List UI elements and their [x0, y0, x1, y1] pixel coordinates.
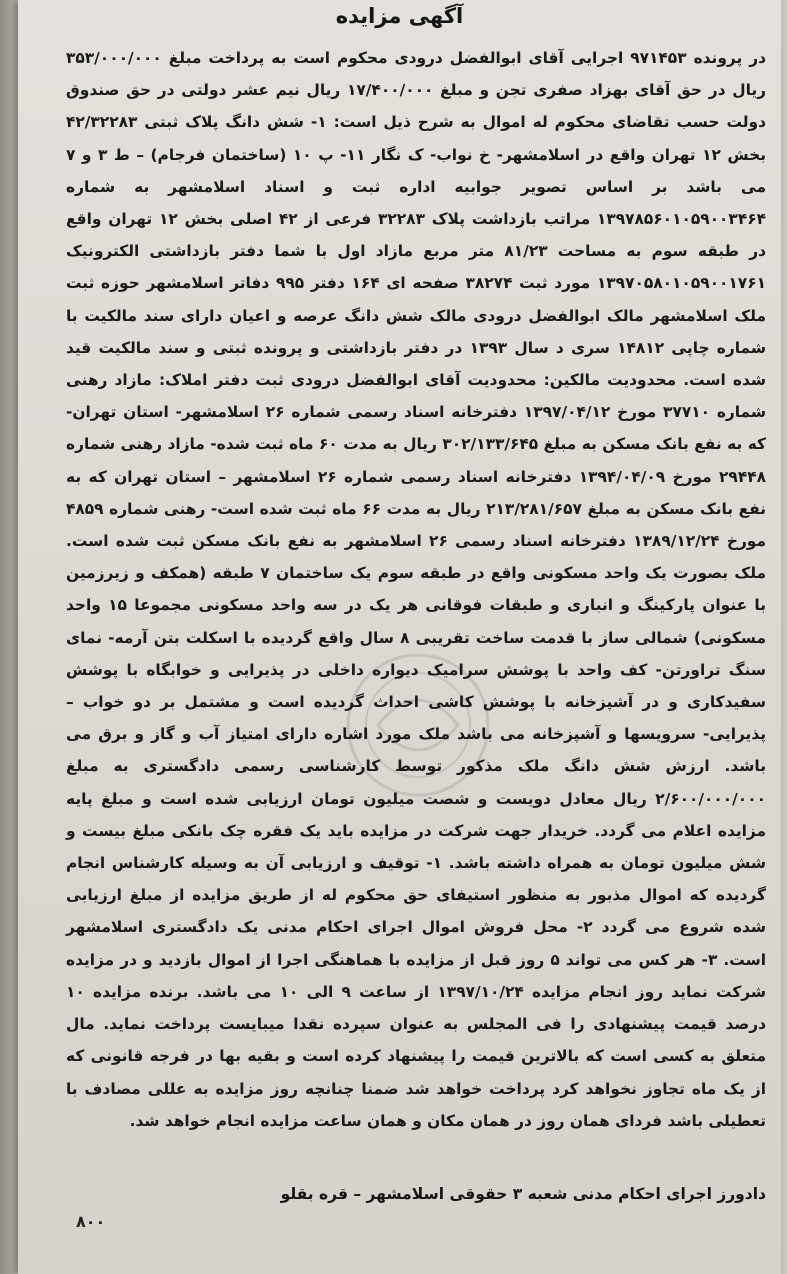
page-edge-shadow — [0, 0, 18, 1274]
notice-title: آگهی مزایده — [335, 4, 464, 28]
notice-body — [66, 42, 766, 1137]
newspaper-clipping — [18, 0, 781, 1274]
notice-paragraph: در پرونده ۹۷۱۴۵۳ اجرایی آقای ابوالفضل درودی محکوم است به پرداخت مبلغ ۳۵۳/۰۰۰/۰۰۰ ریال در حق آقای بهزاد صفری تجن و مبلغ ۱۷/۴۰۰/۰۰۰ ریال نیم عشر دولتی در حق صندوق دولت حسب تقاضای محکوم له اموال به شرح ذیل است: ۱- شش دانگ پلاک ثبتی ۴۲/۳۲۲۸۳ بخش ۱۲ تهران واقع در اسلامشهر- خ نواب- ک نگار ۱۱- پ ۱۰ (ساختمان فرجام) – ط ۳ و ۷ می باشد بر اساس تصویر جوابیه اداره ثبت و اسناد اسلامشهر به شماره ۱۳۹۷۸۵۶۰۱۰۵۹۰۰۳۴۶۴ مراتب بازداشت پلاک ۳۲۲۸۳ فرعی از ۴۲ اصلی بخش ۱۲ تهران واقع در طبقه سوم به مساحت ۸۱/۲۳ متر مربع مازاد اول با شما دفتر بازداشتی الکترونیک ۱۳۹۷۰۵۸۰۱۰۵۹۰۰۱۷۶۱ مورد ثبت ۳۸۲۷۴ صفحه ای ۱۶۴ دفتر ۹۹۵ دفاتر اسلامشهر حوزه ثبت ملک اسلامشهر مالک ابوالفضل درودی مالک شش دانگ عرصه و اعیان دارای سند مالکیت با شماره چاپی ۱۴۸۱۲ سری د سال ۱۳۹۳ در دفتر بازداشتی و پرونده ثبتی و سند مالکیت قید شده است. محدودیت مالکین: محدودیت آقای ابوالفضل درودی ثبت دفتر املاک: مازاد رهنی شماره ۳۷۷۱۰ مورخ ۱۳۹۷/۰۴/۱۲ دفترخانه اسناد رسمی شماره ۲۶ اسلامشهر- استان تهران- که به نفع بانک مسکن به مبلغ ۳۰۲/۱۳۳/۶۴۵ ریال به مدت ۶۰ ماه ثبت شده- مازاد رهنی شماره ۲۹۴۴۸ مورخ ۱۳۹۴/۰۴/۰۹ دفترخانه اسناد رسمی شماره ۲۶ اسلامشهر – استان تهران که به نفع بانک مسکن به مبلغ ۲۱۳/۲۸۱/۶۵۷ ریال به مدت ۶۶ ماه ثبت شده است- رهنی شماره ۴۸۵۹ مورخ ۱۳۸۹/۱۲/۲۴ دفترخانه اسناد رسمی ۲۶ اسلامشهر به نفع بانک مسکن ثبت شده است. ملک بصورت یک واحد مسکونی واقع در طبقه سوم یک ساختمان ۷ طبقه (همکف و زیرزمین با عنوان پارکینگ و انباری و طبقات فوقانی هر یک در سه واحد مسکونی مجموعا ۱۵ واحد مسکونی) شمالی ساز با قدمت ساخت تقریبی ۸ سال واقع گردیده با اسکلت بتن آرمه- نمای سنگ تراورتن- کف واحد با پوشش سرامیک دیواره داخلی در پذیرایی و خوابگاه با پوشش سفیدکاری و در آشپزخانه با پوشش کاشی احداث گردیده است و مشتمل بر دو خواب – پذیرایی- سرویسها و آشپزخانه می باشد ملک مورد اشاره دارای امتیاز آب و گاز و برق می باشد. ارزش شش دانگ ملک مذکور توسط کارشناسی رسمی دادگستری به مبلغ ۲/۶۰۰/۰۰۰/۰۰۰ ریال معادل دویست و شصت میلیون تومان ارزیابی شده است و مبلغ پایه مزایده اعلام می گردد. خریدار جهت شرکت در مزایده باید یک فقره چک بانکی مبلغ بیست و شش میلیون تومان به همراه داشته باشد. ۱- توقیف و ارزیابی آن به وسیله کارشناس انجام گردیده که اموال مذبور به منظور استیفای حق محکوم له از طریق مزایده از مبلغ ارزیابی شده شروع می گردد ۲- محل فروش اموال اجرای احکام مدنی یک دادگستری اسلامشهر است. ۳- هر کس می تواند ۵ روز قبل از مزایده با هماهنگی اجرا از اموال بازدید و در مزایده شرکت نماید روز انجام مزایده ۱۳۹۷/۱۰/۲۴ از ساعت ۹ الی ۱۰ می باشد. برنده مزایده ۱۰ درصد قیمت پیشنهادی را فی المجلس به عنوان سپرده نقدا میبایست پرداخت نماید. مال متعلق به کسی است که بالاترین قیمت را پیشنهاد کرده است و بقیه بها در فرجه قانونی که از یک ماه تجاوز نخواهد کرد پرداخت خواهد شد ضمنا چنانچه روز مزایده به عللی مصادف با تعطیلی باشد فردای همان روز در همان مکان و همان ساعت مزایده انجام خواهد شد. — [66, 49, 767, 1130]
ad-code: ۸۰۰ — [76, 1212, 106, 1231]
notice-signature: دادورز اجرای احکام مدنی شعبه ۳ حقوقی اسلامشهر – قره بقلو — [280, 1185, 766, 1203]
